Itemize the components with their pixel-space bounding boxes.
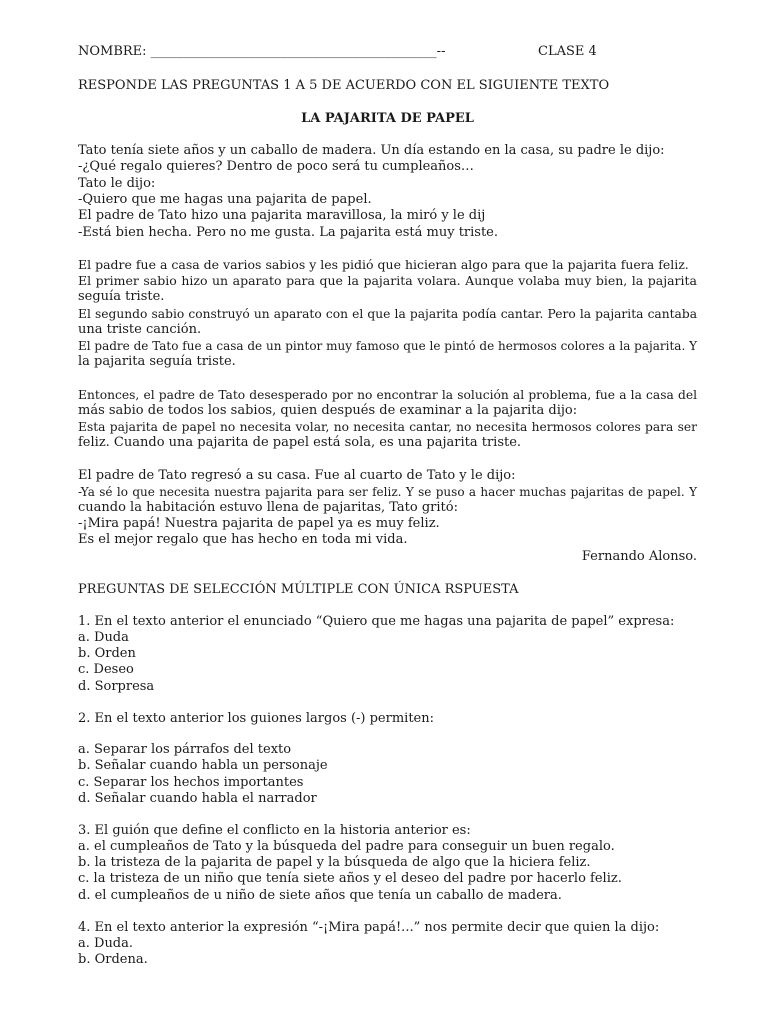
question-text: 3. El guión que define el conflicto en la historia anterior es: bbox=[78, 823, 471, 838]
story-line: -Quiero que me hagas una pajarita de papel. bbox=[78, 192, 372, 207]
question-option: a. Duda. bbox=[78, 936, 134, 951]
story-line: Tato tenía siete años y un caballo de madera. Un día estando en la casa, su padre le dijo: bbox=[78, 143, 665, 158]
header bbox=[78, 44, 697, 60]
story-line: la pajarita seguía triste. bbox=[78, 354, 236, 369]
story-line: una triste canción. bbox=[78, 322, 202, 337]
question-text: 1. En el texto anterior el enunciado “Quiero que me hagas una pajarita de papel” expresa: bbox=[78, 614, 675, 629]
question-option: c. Deseo bbox=[78, 662, 134, 677]
question-option: a. el cumpleaños de Tato y la búsqueda del padre para conseguir un buen regalo. bbox=[78, 839, 615, 854]
question-text: 2. En el texto anterior los guiones largos (-) permiten: bbox=[78, 711, 434, 726]
story-line: El padre de Tato fue a casa de un pintor muy famoso que le pintó de hermosos colores a la pajarita. Y bbox=[78, 339, 697, 353]
question-option: d. Sorpresa bbox=[78, 679, 155, 694]
question-option: a. Duda bbox=[78, 630, 129, 645]
question-text: 4. En el texto anterior la expresión “-¡Mira papá!...” nos permite decir que quien la dijo: bbox=[78, 920, 660, 935]
question-option: b. Señalar cuando habla un personaje bbox=[78, 758, 328, 773]
question-option: b. la tristeza de la pajarita de papel y la búsqueda de algo que la hiciera feliz. bbox=[78, 855, 591, 870]
name-label: NOMBRE: ____________________________________________-- bbox=[78, 44, 446, 59]
story-line: Esta pajarita de papel no necesita volar, no necesita cantar, no necesita hermosos colores para ser bbox=[78, 420, 697, 434]
story-line: El padre de Tato regresó a su casa. Fue al cuarto de Tato y le dijo: bbox=[78, 468, 516, 483]
story-line: El segundo sabio construyó un aparato con el que la pajarita podía cantar. Pero la pajarita cantaba bbox=[78, 307, 697, 321]
question-option: b. Ordena. bbox=[78, 952, 148, 967]
story-line: -¿Qué regalo quieres? Dentro de poco será tu cumpleaños… bbox=[78, 159, 474, 174]
story-line: Es el mejor regalo que has hecho en toda mi vida. bbox=[78, 532, 408, 547]
story-line: cuando la habitación estuvo llena de pajaritas, Tato gritó: bbox=[78, 500, 458, 515]
story-line: El primer sabio hizo un aparato para que la pajarita volara. Aunque volaba muy bien, la pajarita bbox=[78, 273, 697, 288]
story-line: -¡Mira papá! Nuestra pajarita de papel ya es muy feliz. bbox=[78, 516, 440, 531]
section-title: PREGUNTAS DE SELECCIÓN MÚLTIPLE CON ÚNICA RSPUESTA bbox=[78, 582, 519, 597]
story-line: seguía triste. bbox=[78, 289, 165, 304]
story-line: El padre de Tato hizo una pajarita maravillosa, la miró y le dij bbox=[78, 208, 486, 223]
story-title: LA PAJARITA DE PAPEL bbox=[301, 111, 474, 126]
question-option: b. Orden bbox=[78, 646, 136, 661]
question-option: c. la tristeza de un niño que tenía siete años y el deseo del padre por hacerlo feliz. bbox=[78, 871, 622, 886]
story-line: -Ya sé lo que necesita nuestra pajarita para ser feliz. Y se puso a hacer muchas pajaritas de papel. Y bbox=[78, 485, 697, 499]
story-line: Tato le dijo: bbox=[78, 176, 156, 191]
story-line: El padre fue a casa de varios sabios y les pidió que hicieran algo para que la pajarita fuera feliz. bbox=[78, 257, 689, 272]
story-line: feliz. Cuando una pajarita de papel está sola, es una pajarita triste. bbox=[78, 435, 522, 450]
instruction: RESPONDE LAS PREGUNTAS 1 A 5 DE ACUERDO CON EL SIGUIENTE TEXTO bbox=[78, 78, 610, 93]
story-line: más sabio de todos los sabios, quien después de examinar a la pajarita dijo: bbox=[78, 403, 578, 418]
question-option: d. el cumpleaños de u niño de siete años que tenía un caballo de madera. bbox=[78, 888, 562, 903]
class-label: CLASE 4 bbox=[538, 44, 597, 59]
story-line: -Está bien hecha. Pero no me gusta. La pajarita está muy triste. bbox=[78, 225, 499, 240]
author: Fernando Alonso. bbox=[581, 549, 697, 564]
story-line: Entonces, el padre de Tato desesperado por no encontrar la solución al problema, fue a la casa del bbox=[78, 388, 697, 402]
question-option: a. Separar los párrafos del texto bbox=[78, 742, 292, 757]
question-option: c. Separar los hechos importantes bbox=[78, 775, 304, 790]
question-option: d. Señalar cuando habla el narrador bbox=[78, 791, 317, 806]
